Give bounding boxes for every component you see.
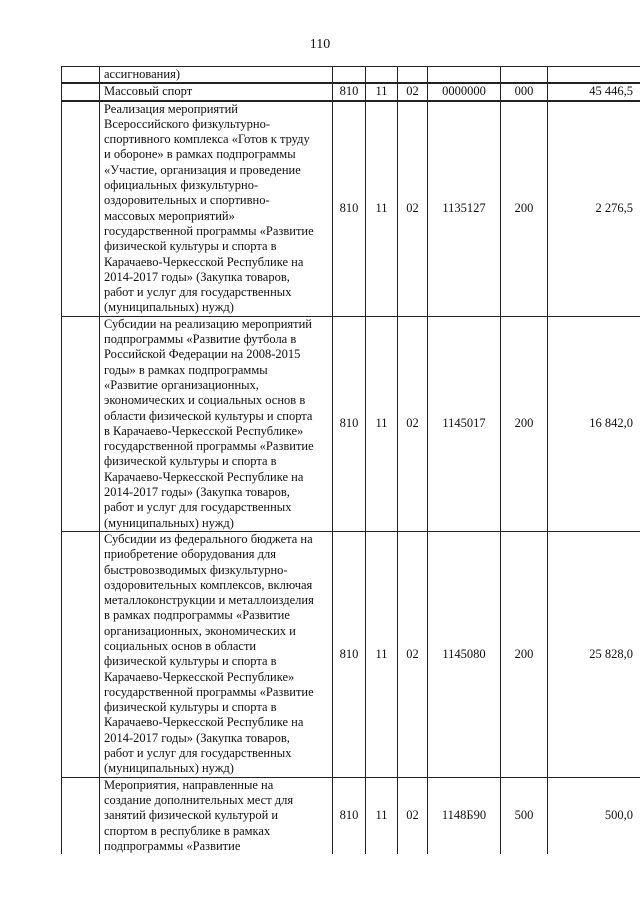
table-row <box>62 101 640 317</box>
subsection-cell: 02 <box>398 83 428 100</box>
row-blank-cell <box>62 67 100 84</box>
expense-type-cell: 500 <box>501 777 548 854</box>
table-row <box>62 531 640 777</box>
ved-cell <box>333 67 366 84</box>
ved-cell: 810 <box>333 83 366 100</box>
subsection-cell: 02 <box>398 316 428 531</box>
target-article-cell: 1135127 <box>428 101 501 317</box>
row-name-cell <box>100 531 333 777</box>
amount-cell: 45 446,5 <box>548 83 640 100</box>
table-row <box>62 83 640 100</box>
target-article-cell: 1145017 <box>428 316 501 531</box>
expense-type-cell: 200 <box>501 531 548 777</box>
row-blank-cell <box>62 316 100 531</box>
row-name-cell <box>100 83 333 100</box>
amount-cell: 2 276,5 <box>548 101 640 317</box>
row-name-cell <box>100 101 333 317</box>
section-cell: 11 <box>366 531 398 777</box>
table-row <box>62 316 640 531</box>
expense-type-cell: 200 <box>501 101 548 317</box>
expense-type-cell: 200 <box>501 316 548 531</box>
amount-cell: 500,0 <box>548 777 640 854</box>
row-blank-cell <box>62 531 100 777</box>
expense-type-cell: 000 <box>501 83 548 100</box>
row-name: Мероприятия, направленные на создание дополнительных мест для занятий физической культурой и спортом в республике в рамках подпрограммы «Развитие <box>104 777 294 853</box>
budget-table <box>61 66 640 854</box>
target-article-cell <box>428 67 501 84</box>
amount-cell: 25 828,0 <box>548 531 640 777</box>
table-row <box>62 777 640 854</box>
section-cell <box>366 67 398 84</box>
row-name: Субсидии на реализацию мероприятий подпрограммы «Развитие футбола в Российской Федерации на 2008-2015 годы» в рамках подпрограммы «Развитие организационных, экономических и социальных основ в области физической культуры и спорта в Карачаево-Черкесской Республике» государственной программы «Развитие физической культуры и спорта в Карачаево-Черкесской Республике на 2014-2017 годы» (Закупка товаров, работ и услуг для государственных (муниципальных) нужд) <box>104 316 314 530</box>
table-row <box>62 67 640 84</box>
row-name-cell <box>100 777 333 854</box>
subsection-cell: 02 <box>398 531 428 777</box>
ved-cell: 810 <box>333 316 366 531</box>
target-article-cell: 1148Б90 <box>428 777 501 854</box>
subsection-cell: 02 <box>398 101 428 317</box>
section-cell: 11 <box>366 83 398 100</box>
amount-cell <box>548 67 640 84</box>
row-name: Массовый спорт <box>104 84 193 99</box>
ved-cell: 810 <box>333 531 366 777</box>
row-blank-cell <box>62 83 100 100</box>
section-cell: 11 <box>366 777 398 854</box>
row-name-cell <box>100 316 333 531</box>
page-number: 110 <box>309 37 331 52</box>
section-cell: 11 <box>366 316 398 531</box>
row-blank-cell <box>62 777 100 854</box>
target-article-cell: 0000000 <box>428 83 501 100</box>
target-article-cell: 1145080 <box>428 531 501 777</box>
row-blank-cell <box>62 101 100 317</box>
subsection-cell: 02 <box>398 777 428 854</box>
row-name: Реализация мероприятий Всероссийского физкультурно- спортивного комплекса «Готов к труду и обороне» в рамках подпрограммы «Участие, организация и проведение официальных физкультурно- оздоровительных и спортивно- массовых мероприятий» государственной программы «Развитие физической культуры и спорта в Карачаево-Черкесской Республике на 2014-2017 годы» (Закупка товаров, работ и услуг для государственных (муниципальных) нужд) <box>104 101 314 315</box>
expense-type-cell <box>501 67 548 84</box>
row-name: Субсидии из федерального бюджета на приобретение оборудования для быстровозводимых физкультурно- оздоровительных комплексов, включая металлоконструкции и металлоизделия в рамках подпрограммы «Развитие организационных, экономических и социальных основ в области физической культуры и спорта в Карачаево-Черкесской Республике» государственной программы «Развитие физической культуры и спорта в Карачаево-Черкесской Республике на 2014-2017 годы» (Закупка товаров, работ и услуг для государственных (муниципальных) нужд) <box>104 531 314 776</box>
subsection-cell <box>398 67 428 84</box>
row-name-cell <box>100 67 333 84</box>
ved-cell: 810 <box>333 777 366 854</box>
ved-cell: 810 <box>333 101 366 317</box>
row-name: ассигнования) <box>104 67 180 81</box>
amount-cell: 16 842,0 <box>548 316 640 531</box>
section-cell: 11 <box>366 101 398 317</box>
